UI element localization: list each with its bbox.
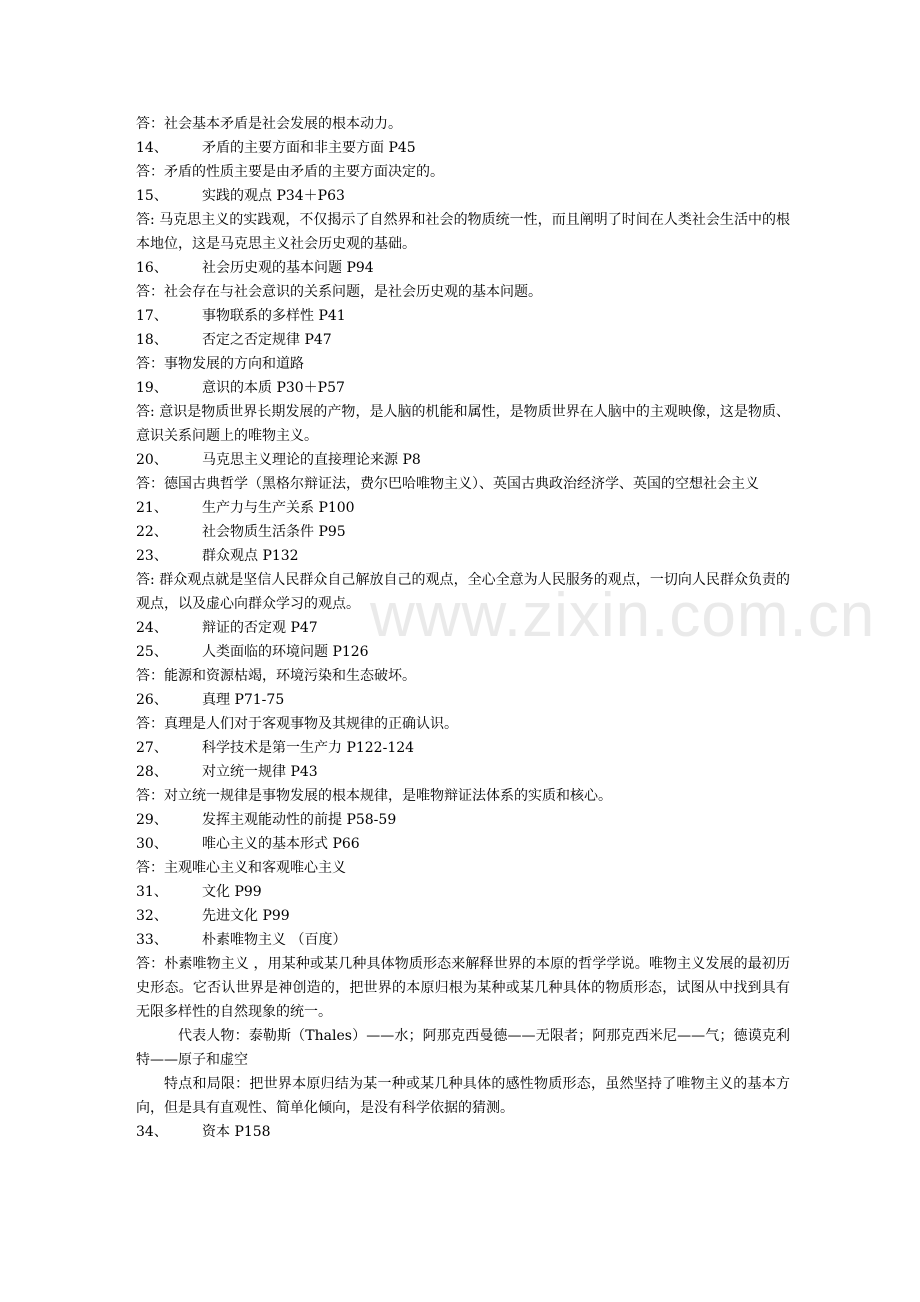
question-number: 29、 (136, 812, 168, 828)
question-title: 马克思主义理论的直接理论来源 P8 (202, 452, 421, 468)
question-title: 群众观点 P132 (202, 548, 299, 564)
question-item (136, 808, 790, 832)
question-title: 对立统一规律 P43 (202, 764, 318, 780)
question-item (136, 544, 790, 568)
question-number: 19、 (136, 380, 168, 396)
watermark: www.zixin.com.cn (370, 581, 876, 650)
question-number: 20、 (136, 452, 168, 468)
question-item (136, 1120, 790, 1144)
question-number: 23、 (136, 548, 168, 564)
question-title: 辩证的否定观 P47 (202, 620, 318, 636)
question-item (136, 832, 790, 856)
question-number: 33、 (136, 932, 168, 948)
question-title: 社会物质生活条件 P95 (202, 524, 346, 540)
question-title: 发挥主观能动性的前提 P58-59 (202, 812, 397, 828)
answer-text: 答：社会基本矛盾是社会发展的根本动力。 (136, 116, 402, 132)
question-number: 32、 (136, 908, 168, 924)
question-number: 21、 (136, 500, 168, 516)
question-number: 34、 (136, 1124, 168, 1140)
question-item (136, 688, 790, 712)
question-title: 文化 P99 (202, 884, 262, 900)
question-title: 朴素唯物主义 （百度） (202, 932, 347, 948)
question-number: 18、 (136, 332, 168, 348)
question-item (136, 928, 790, 952)
paragraph-text: 代表人物：泰勒斯（Thales）——水；阿那克西曼德——无限者；阿那克西米尼——气；德谟克利特——原子和虚空 (136, 1028, 790, 1068)
question-item (136, 448, 790, 472)
question-number: 31、 (136, 884, 168, 900)
question-number: 30、 (136, 836, 168, 852)
question-item (136, 304, 790, 328)
question-title: 矛盾的主要方面和非主要方面 P45 (202, 140, 416, 156)
answer-text: 答：能源和资源枯竭，环境污染和生态破坏。 (136, 668, 416, 684)
question-title: 生产力与生产关系 P100 (202, 500, 355, 516)
answer-text: 答：真理是人们对于客观事物及其规律的正确认识。 (136, 716, 458, 732)
question-item (136, 520, 790, 544)
question-number: 14、 (136, 140, 168, 156)
question-item (136, 136, 790, 160)
question-title: 资本 P158 (202, 1124, 271, 1140)
question-item (136, 496, 790, 520)
question-item (136, 328, 790, 352)
question-item (136, 904, 790, 928)
answer-text: 答：主观唯心主义和客观唯心主义 (136, 860, 346, 876)
question-item (136, 880, 790, 904)
question-number: 16、 (136, 260, 168, 276)
question-title: 唯心主义的基本形式 P66 (202, 836, 360, 852)
question-number: 24、 (136, 620, 168, 636)
answer-text: 答：矛盾的性质主要是由矛盾的主要方面决定的。 (136, 164, 444, 180)
question-title: 事物联系的多样性 P41 (202, 308, 346, 324)
answer-text: 答: 马克思主义的实践观，不仅揭示了自然界和社会的物质统一性，而且阐明了时间在人类社会生活中的根本地位，这是马克思主义社会历史观的基础。 (136, 212, 790, 252)
question-title: 社会历史观的基本问题 P94 (202, 260, 374, 276)
question-number: 15、 (136, 188, 168, 204)
question-title: 先进文化 P99 (202, 908, 290, 924)
answer-text: 答：德国古典哲学（黑格尔辩证法，费尔巴哈唯物主义）、英国古典政治经济学、英国的空想社会主义 (136, 476, 759, 492)
question-number: 22、 (136, 524, 168, 540)
question-item (136, 736, 790, 760)
answer-text: 答：社会存在与社会意识的关系问题，是社会历史观的基本问题。 (136, 284, 542, 300)
paragraph-text: 特点和局限：把世界本原归结为某一种或某几种具体的感性物质形态，虽然坚持了唯物主义的基本方向，但是具有直观性、简单化倾向，是没有科学依据的猜测。 (136, 1076, 790, 1116)
question-title: 科学技术是第一生产力 P122-124 (202, 740, 415, 756)
answer-text: 答: 意识是物质世界长期发展的产物，是人脑的机能和属性，是物质世界在人脑中的主观映像，这是物质、意识关系问题上的唯物主义。 (136, 404, 790, 444)
question-title: 否定之否定规律 P47 (202, 332, 332, 348)
question-number: 28、 (136, 764, 168, 780)
question-number: 26、 (136, 692, 168, 708)
question-item (136, 376, 790, 400)
question-number: 17、 (136, 308, 168, 324)
question-item (136, 760, 790, 784)
question-title: 人类面临的环境问题 P126 (202, 644, 369, 660)
question-item (136, 184, 790, 208)
question-title: 实践的观点 P34＋P63 (202, 188, 345, 204)
answer-text: 答：对立统一规律是事物发展的根本规律，是唯物辩证法体系的实质和核心。 (136, 788, 612, 804)
question-title: 意识的本质 P30＋P57 (202, 380, 345, 396)
answer-text: 答：事物发展的方向和道路 (136, 356, 304, 372)
question-number: 27、 (136, 740, 168, 756)
question-item (136, 616, 790, 640)
question-item (136, 256, 790, 280)
document-body (136, 112, 790, 1144)
answer-text: 答: 群众观点就是坚信人民群众自己解放自己的观点，全心全意为人民服务的观点，一切向人民群众负责的观点，以及虚心向群众学习的观点。 (136, 572, 790, 612)
question-title: 真理 P71-75 (202, 692, 285, 708)
question-item (136, 640, 790, 664)
question-number: 25、 (136, 644, 168, 660)
answer-text: 答：朴素唯物主义 ，用某种或某几种具体物质形态来解释世界的本原的哲学学说。唯物主义发展的最初历史形态。它否认世界是神创造的，把世界的本原归根为某种或某几种具体的物质形态，试图从中找到具有无限多样性的自然现象的统一。 (136, 956, 790, 1020)
